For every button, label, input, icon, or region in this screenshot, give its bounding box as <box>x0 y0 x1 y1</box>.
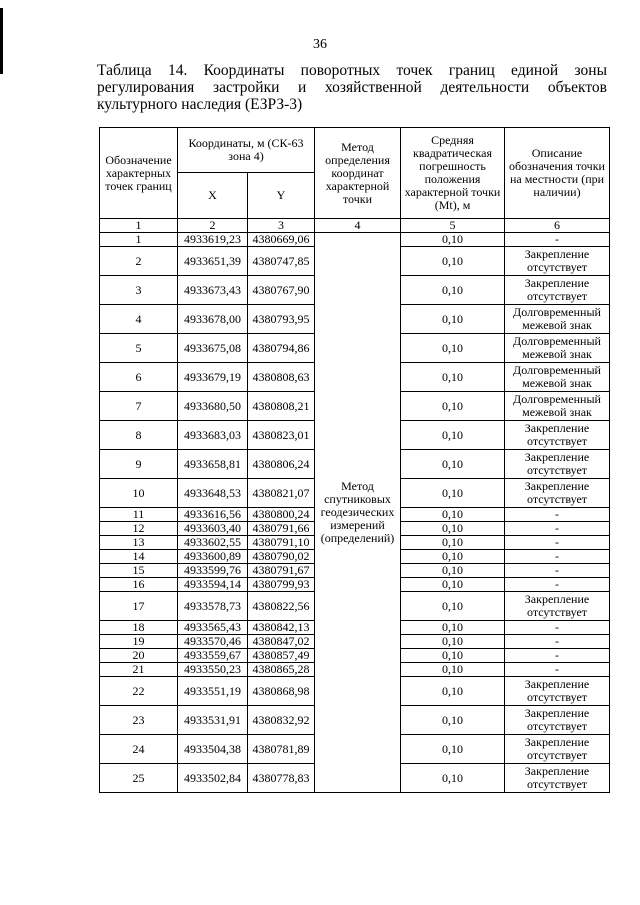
point-number-cell: 22 <box>100 677 178 706</box>
y-coordinate-cell: 4380857,49 <box>248 649 315 663</box>
table-title <box>97 62 607 113</box>
description-cell: Закрепление отсутствует <box>505 421 610 450</box>
y-coordinate-cell: 4380865,28 <box>248 663 315 677</box>
description-cell: - <box>505 578 610 592</box>
x-coordinate-cell: 4933680,50 <box>178 392 248 421</box>
y-coordinate-cell: 4380799,93 <box>248 578 315 592</box>
x-coordinate-cell: 4933603,40 <box>178 522 248 536</box>
precision-cell: 0,10 <box>401 247 505 276</box>
point-number-cell: 12 <box>100 522 178 536</box>
precision-cell: 0,10 <box>401 363 505 392</box>
table-row <box>100 233 610 247</box>
y-coordinate-cell: 4380842,13 <box>248 621 315 635</box>
column-number: 3 <box>248 219 315 233</box>
point-number-cell: 7 <box>100 392 178 421</box>
x-coordinate-cell: 4933502,84 <box>178 764 248 793</box>
x-coordinate-cell: 4933658,81 <box>178 450 248 479</box>
point-number-cell: 5 <box>100 334 178 363</box>
y-coordinate-cell: 4380669,06 <box>248 233 315 247</box>
point-number-cell: 21 <box>100 663 178 677</box>
x-coordinate-cell: 4933651,39 <box>178 247 248 276</box>
description-cell: - <box>505 564 610 578</box>
x-coordinate-cell: 4933683,03 <box>178 421 248 450</box>
method-cell: Метод спутниковых геодезических измерений (определений) <box>315 233 401 793</box>
precision-cell: 0,10 <box>401 663 505 677</box>
y-coordinate-cell: 4380781,89 <box>248 735 315 764</box>
x-coordinate-cell: 4933594,14 <box>178 578 248 592</box>
y-coordinate-cell: 4380793,95 <box>248 305 315 334</box>
y-coordinate-cell: 4380808,63 <box>248 363 315 392</box>
precision-cell: 0,10 <box>401 578 505 592</box>
column-number: 1 <box>100 219 178 233</box>
point-number-cell: 9 <box>100 450 178 479</box>
x-coordinate-cell: 4933570,46 <box>178 635 248 649</box>
header-x: X <box>178 173 248 219</box>
point-number-cell: 3 <box>100 276 178 305</box>
description-cell: Закрепление отсутствует <box>505 450 610 479</box>
coordinates-table <box>99 127 610 793</box>
description-cell: Закрепление отсутствует <box>505 479 610 508</box>
y-coordinate-cell: 4380823,01 <box>248 421 315 450</box>
precision-cell: 0,10 <box>401 635 505 649</box>
description-cell: Закрепление отсутствует <box>505 247 610 276</box>
precision-cell: 0,10 <box>401 392 505 421</box>
precision-cell: 0,10 <box>401 421 505 450</box>
x-coordinate-cell: 4933678,00 <box>178 305 248 334</box>
column-number: 6 <box>505 219 610 233</box>
point-number-cell: 24 <box>100 735 178 764</box>
x-coordinate-cell: 4933551,19 <box>178 677 248 706</box>
description-cell: - <box>505 550 610 564</box>
description-cell: Закрепление отсутствует <box>505 677 610 706</box>
y-coordinate-cell: 4380832,92 <box>248 706 315 735</box>
y-coordinate-cell: 4380778,83 <box>248 764 315 793</box>
precision-cell: 0,10 <box>401 508 505 522</box>
y-coordinate-cell: 4380822,56 <box>248 592 315 621</box>
table-body <box>100 233 610 793</box>
page-number: 36 <box>313 37 327 52</box>
header-method: Метод определения координат характерной точки <box>315 128 401 219</box>
description-cell: - <box>505 233 610 247</box>
description-cell: - <box>505 508 610 522</box>
y-coordinate-cell: 4380747,85 <box>248 247 315 276</box>
description-cell: Закрепление отсутствует <box>505 735 610 764</box>
description-cell: - <box>505 621 610 635</box>
description-cell: - <box>505 649 610 663</box>
precision-cell: 0,10 <box>401 764 505 793</box>
description-cell: - <box>505 536 610 550</box>
precision-cell: 0,10 <box>401 276 505 305</box>
y-coordinate-cell: 4380821,07 <box>248 479 315 508</box>
description-cell: Закрепление отсутствует <box>505 592 610 621</box>
precision-cell: 0,10 <box>401 233 505 247</box>
precision-cell: 0,10 <box>401 592 505 621</box>
description-cell: Долговременный межевой знак <box>505 334 610 363</box>
point-number-cell: 15 <box>100 564 178 578</box>
point-number-cell: 17 <box>100 592 178 621</box>
column-number: 4 <box>315 219 401 233</box>
description-cell: Закрепление отсутствует <box>505 764 610 793</box>
point-number-cell: 16 <box>100 578 178 592</box>
y-coordinate-cell: 4380800,24 <box>248 508 315 522</box>
description-cell: - <box>505 635 610 649</box>
precision-cell: 0,10 <box>401 305 505 334</box>
precision-cell: 0,10 <box>401 706 505 735</box>
precision-cell: 0,10 <box>401 536 505 550</box>
header-designation: Обозначение характерных точек границ <box>100 128 178 219</box>
x-coordinate-cell: 4933679,19 <box>178 363 248 392</box>
y-coordinate-cell: 4380794,86 <box>248 334 315 363</box>
x-coordinate-cell: 4933675,08 <box>178 334 248 363</box>
y-coordinate-cell: 4380791,66 <box>248 522 315 536</box>
y-coordinate-cell: 4380847,02 <box>248 635 315 649</box>
description-cell: Закрепление отсутствует <box>505 276 610 305</box>
point-number-cell: 19 <box>100 635 178 649</box>
point-number-cell: 20 <box>100 649 178 663</box>
header-precision: Средняя квадратическая погрешность положения характерной точки (Mt), м <box>401 128 505 219</box>
precision-cell: 0,10 <box>401 522 505 536</box>
x-coordinate-cell: 4933599,76 <box>178 564 248 578</box>
y-coordinate-cell: 4380767,90 <box>248 276 315 305</box>
point-number-cell: 8 <box>100 421 178 450</box>
header-description: Описание обозначения точки на местности (при наличии) <box>505 128 610 219</box>
y-coordinate-cell: 4380806,24 <box>248 450 315 479</box>
x-coordinate-cell: 4933559,67 <box>178 649 248 663</box>
x-coordinate-cell: 4933565,43 <box>178 621 248 635</box>
header-coordinates: Координаты, м (СК-63 зона 4) <box>178 128 315 173</box>
description-cell: Долговременный межевой знак <box>505 305 610 334</box>
point-number-cell: 2 <box>100 247 178 276</box>
point-number-cell: 18 <box>100 621 178 635</box>
y-coordinate-cell: 4380790,02 <box>248 550 315 564</box>
description-cell: - <box>505 663 610 677</box>
column-number: 5 <box>401 219 505 233</box>
x-coordinate-cell: 4933673,43 <box>178 276 248 305</box>
point-number-cell: 4 <box>100 305 178 334</box>
x-coordinate-cell: 4933619,23 <box>178 233 248 247</box>
point-number-cell: 13 <box>100 536 178 550</box>
x-coordinate-cell: 4933600,89 <box>178 550 248 564</box>
precision-cell: 0,10 <box>401 677 505 706</box>
precision-cell: 0,10 <box>401 621 505 635</box>
y-coordinate-cell: 4380791,67 <box>248 564 315 578</box>
title-line: культурного наследия (ЕЗРЗ-3) <box>97 96 303 113</box>
description-cell: Долговременный межевой знак <box>505 392 610 421</box>
point-number-cell: 23 <box>100 706 178 735</box>
point-number-cell: 1 <box>100 233 178 247</box>
point-number-cell: 10 <box>100 479 178 508</box>
x-coordinate-cell: 4933578,73 <box>178 592 248 621</box>
y-coordinate-cell: 4380791,10 <box>248 536 315 550</box>
y-coordinate-cell: 4380808,21 <box>248 392 315 421</box>
title-line: Таблица 14. Координаты поворотных точек границ единой зоны <box>97 62 607 79</box>
x-coordinate-cell: 4933504,38 <box>178 735 248 764</box>
x-coordinate-cell: 4933602,55 <box>178 536 248 550</box>
point-number-cell: 11 <box>100 508 178 522</box>
precision-cell: 0,10 <box>401 564 505 578</box>
description-cell: - <box>505 522 610 536</box>
x-coordinate-cell: 4933648,53 <box>178 479 248 508</box>
precision-cell: 0,10 <box>401 334 505 363</box>
point-number-cell: 6 <box>100 363 178 392</box>
y-coordinate-cell: 4380868,98 <box>248 677 315 706</box>
x-coordinate-cell: 4933616,56 <box>178 508 248 522</box>
precision-cell: 0,10 <box>401 550 505 564</box>
column-number: 2 <box>178 219 248 233</box>
point-number-cell: 25 <box>100 764 178 793</box>
point-number-cell: 14 <box>100 550 178 564</box>
precision-cell: 0,10 <box>401 479 505 508</box>
title-line: регулирования застройки и хозяйственной деятельности объектов <box>97 79 607 96</box>
header-y: Y <box>248 173 315 219</box>
precision-cell: 0,10 <box>401 649 505 663</box>
precision-cell: 0,10 <box>401 735 505 764</box>
description-cell: Долговременный межевой знак <box>505 363 610 392</box>
x-coordinate-cell: 4933550,23 <box>178 663 248 677</box>
precision-cell: 0,10 <box>401 450 505 479</box>
x-coordinate-cell: 4933531,91 <box>178 706 248 735</box>
description-cell: Закрепление отсутствует <box>505 706 610 735</box>
